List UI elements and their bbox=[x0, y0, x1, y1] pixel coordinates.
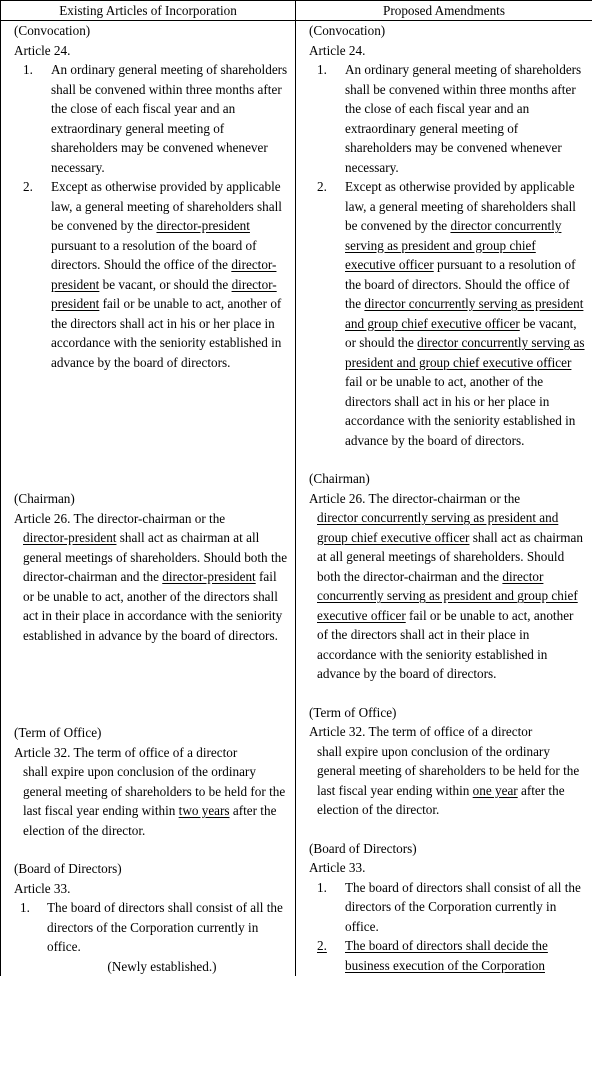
section-heading: (Board of Directors) bbox=[309, 840, 417, 856]
article-body bbox=[15, 762, 289, 840]
amended-term: director-president bbox=[51, 276, 277, 311]
section-heading: (Board of Directors) bbox=[14, 861, 122, 876]
amended-term: director-president bbox=[51, 257, 277, 292]
section-heading: (Term of Office) bbox=[14, 725, 102, 740]
text-run: Except as otherwise provided by applicable law, a general meeting of shareholders shall be convened by the bbox=[345, 179, 576, 233]
amended-term: director-president bbox=[162, 569, 256, 584]
item-text: An ordinary general meeting of shareholders shall be convened within three months after the close of each fiscal year and an extraordinary general meeting of shareholders may be convened whenever necessary. bbox=[345, 62, 582, 175]
article-first-line: Article 32. The term of office of a director bbox=[309, 724, 533, 739]
article-number: Article 24. bbox=[14, 42, 71, 58]
text-run: pursuant to a resolution of the board of directors. Should the office of the bbox=[345, 257, 576, 311]
item-number: 1. bbox=[317, 879, 327, 895]
item-number: 2. bbox=[317, 179, 327, 194]
item-text: The board of directors shall consist of all the directors of the Corporation currently in office. bbox=[47, 900, 283, 954]
item-number: 2. bbox=[23, 179, 33, 194]
item-number: 1. bbox=[317, 62, 327, 77]
text-run: pursuant to a resolution of the board of directors. Should the office of the bbox=[51, 237, 257, 272]
text-run: shall expire upon conclusion of the ordinary general meeting of shareholders to be held for the last fiscal year ending within bbox=[23, 764, 286, 818]
amended-term: director concurrently serving as president and group chief executive officer bbox=[345, 335, 585, 370]
text-run: shall act as chairman at all general meetings of shareholders. Should both the director-chairman and the bbox=[317, 529, 583, 584]
article-item bbox=[309, 936, 586, 975]
amended-term: director-president bbox=[156, 218, 250, 233]
article-item bbox=[309, 177, 586, 450]
article-body bbox=[15, 528, 289, 645]
section-heading: (Chairman) bbox=[14, 491, 75, 506]
item-text: An ordinary general meeting of shareholders shall be convened within three months after the close of each fiscal year and an extraordinary general meeting of shareholders may be convened whenever necessary. bbox=[51, 62, 288, 175]
article-body bbox=[309, 508, 586, 684]
existing-article-33 bbox=[15, 859, 289, 976]
item-text bbox=[51, 179, 282, 370]
existing-column bbox=[1, 21, 296, 977]
article-item bbox=[15, 60, 289, 177]
text-run: fail or be unable to act, another of the directors shall act in his or her place in accordance with the seniority established in advance by the board of directors. bbox=[345, 374, 576, 448]
section-heading: (Term of Office) bbox=[309, 704, 397, 720]
amended-term: director-president bbox=[23, 530, 117, 545]
proposed-article-26 bbox=[309, 469, 586, 684]
amended-term: two years bbox=[178, 803, 230, 818]
text-run: fail or be unable to act, another of the directors shall act in their place in accordance with the seniority established in advance by the board of directors. bbox=[317, 607, 574, 681]
section-heading: (Chairman) bbox=[309, 471, 370, 486]
article-number: Article 33. bbox=[309, 860, 366, 875]
article-body bbox=[309, 742, 586, 820]
existing-article-26 bbox=[15, 489, 289, 645]
header-existing: Existing Articles of Incorporation bbox=[1, 1, 296, 21]
text-run: be vacant, or should the bbox=[99, 276, 232, 292]
proposed-column bbox=[296, 21, 592, 977]
article-first-line: Article 32. The term of office of a director bbox=[14, 744, 238, 760]
article-first-line: Article 26. The director-chairman or the bbox=[309, 490, 521, 506]
text-run: after the election of the director. bbox=[317, 782, 565, 817]
article-item bbox=[15, 898, 289, 957]
item-text bbox=[345, 179, 585, 448]
article-item bbox=[309, 60, 586, 177]
item-text: The board of directors shall consist of all the directors of the Corporation currently in office. bbox=[345, 879, 581, 934]
amended-term: director concurrently serving as president and group chief executive officer bbox=[345, 218, 562, 272]
text-run: be vacant, or should the bbox=[345, 315, 577, 350]
proposed-article-33 bbox=[309, 839, 586, 976]
text-run: fail or be unable to act, another of the directors shall act in his or her place in accordance with the seniority established in advance by the board of directors. bbox=[51, 296, 282, 370]
proposed-article-24 bbox=[309, 21, 586, 450]
section-heading: (Convocation) bbox=[309, 23, 386, 38]
item-number: 1. bbox=[20, 900, 30, 915]
section-heading: (Convocation) bbox=[14, 23, 91, 38]
amended-term: director concurrently serving as president and group chief executive officer bbox=[345, 296, 584, 331]
item-text: The board of directors shall decide the business execution of the Corporation bbox=[345, 938, 548, 973]
existing-article-24 bbox=[15, 21, 289, 372]
article-number: Article 24. bbox=[309, 42, 366, 58]
header-proposed: Proposed Amendments bbox=[296, 1, 592, 21]
text-run: shall act as chairman at all general meetings of shareholders. Should both the director-chairman and the bbox=[23, 530, 288, 584]
article-first-line: Article 26. The director-chairman or the bbox=[14, 510, 226, 526]
amended-term: one year bbox=[472, 782, 518, 798]
amended-term: director concurrently serving as president and group chief executive officer bbox=[317, 568, 578, 623]
text-run: shall expire upon conclusion of the ordinary general meeting of shareholders to be held for the last fiscal year ending within bbox=[317, 743, 580, 798]
article-number: Article 33. bbox=[14, 880, 71, 896]
existing-article-32 bbox=[15, 723, 289, 840]
amended-term: director concurrently serving as president and group chief executive officer bbox=[317, 510, 559, 545]
newly-established-note: (Newly established.) bbox=[107, 958, 217, 974]
article-item bbox=[309, 878, 586, 937]
text-run: after the election of the director. bbox=[23, 803, 277, 838]
proposed-article-32 bbox=[309, 703, 586, 820]
text-run: fail or be unable to act, another of the directors shall act in their place in accordance with the seniority established in advance by the board of directors. bbox=[23, 569, 283, 643]
article-item bbox=[15, 177, 289, 372]
item-number: 2. bbox=[317, 938, 327, 953]
item-number: 1. bbox=[23, 62, 33, 77]
text-run: Except as otherwise provided by applicable law, a general meeting of shareholders shall be convened by the bbox=[51, 179, 282, 233]
